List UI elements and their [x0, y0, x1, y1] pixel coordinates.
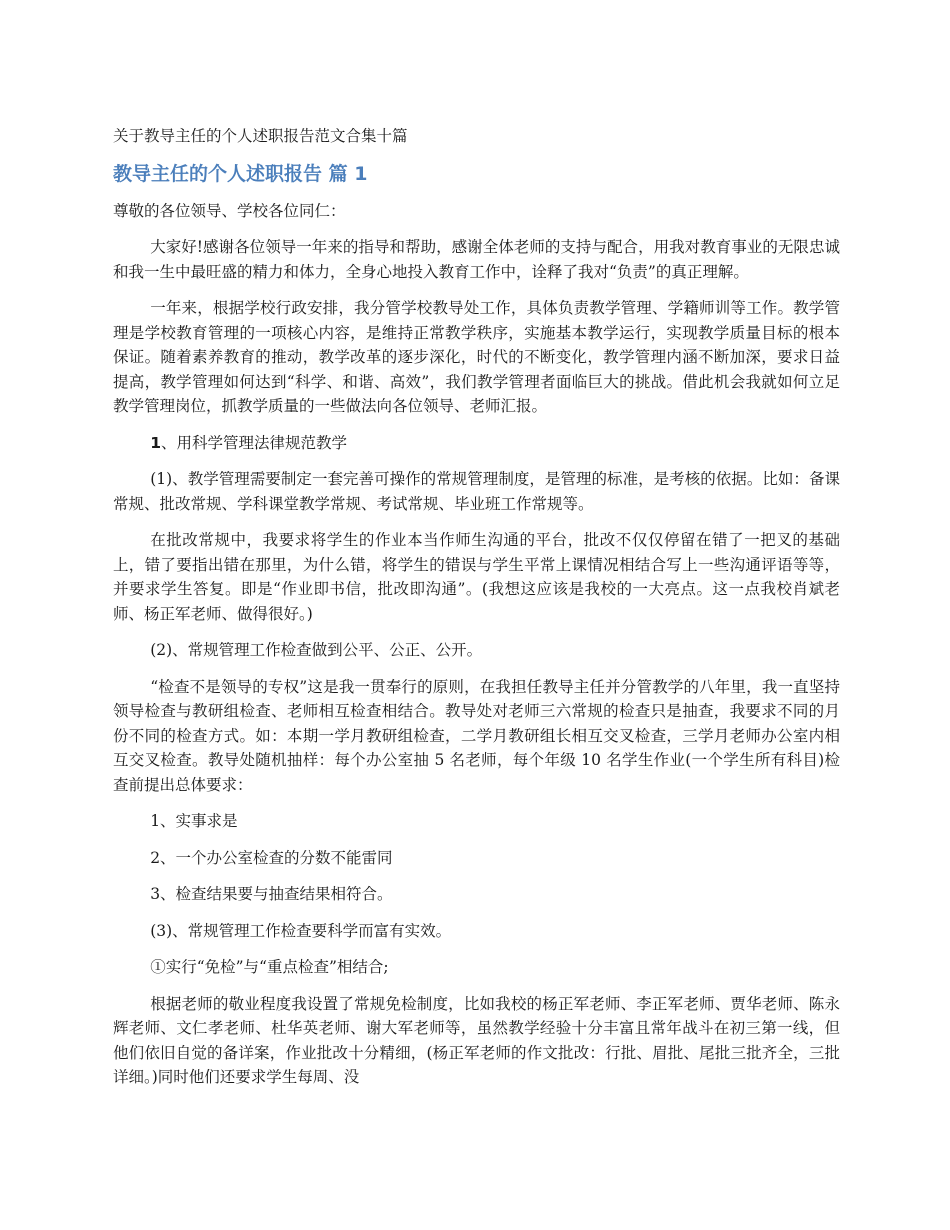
subheading-text: 、用科学管理法律规范教学	[160, 433, 347, 452]
section-heading: 教导主任的个人述职报告 篇 1	[113, 162, 368, 185]
subheading-1	[113, 431, 840, 456]
paragraph-regulation: (1)、教学管理需要制定一套完善可操作的常规管理制度，是管理的标准，是考核的依据。比如：备课常规、批改常规、学科课堂教学常规、考试常规、毕业班工作常规等。	[113, 470, 840, 513]
paragraph-inspection: “检查不是领导的专权”这是我一贯奉行的原则，在我担任教导主任并分管教学的八年里，我一直坚持领导检查与教研组检查、老师相互检查相结合。教导处对老师三六常规的检查只是抽查，我要求不同的月份不同的检查方式。如：本期一学月教研组检查，二学月教研组长相互交叉检查，三学月老师办公室内相互交叉检查。教导处随机抽样：每个办公室抽 5 名老师，每个年级 10 名学生作业(一个学生所有科目)检查前提出总体要求：	[113, 677, 840, 794]
salutation: 尊敬的各位领导、学校各位同仁：	[113, 201, 346, 220]
paragraph-exemption: ①实行“免检”与“重点检查”相结合;	[150, 958, 389, 976]
paragraph-intro: 大家好!感谢各位领导一年来的指导和帮助，感谢全体老师的支持与配合，用我对教育事业的无限忠诚和我一生中最旺盛的精力和体力，全身心地投入教育工作中，诠释了我对“负责”的真正理解。	[113, 238, 840, 281]
subheading-number: 1	[150, 433, 161, 452]
list-item-2: 2、一个办公室检查的分数不能雷同	[150, 848, 393, 867]
paragraph-teachers: 根据老师的敬业程度我设置了常规免检制度，比如我校的杨正军老师、李正军老师、贾华老师、陈永辉老师、文仁孝老师、杜华英老师、谢大军老师等，虽然教学经验十分丰富且常年战斗在初三第一线，但他们依旧自觉的备详案，作业批改十分精细，(杨正军老师的作文批改：行批、眉批、尾批三批齐全，三批详细。)同时他们还要求学生每周、没	[113, 994, 840, 1086]
paragraph-grading: 在批改常规中，我要求将学生的作业本当作师生沟通的平台，批改不仅仅停留在错了一把叉的基础上，错了要指出错在那里，为什么错，将学生的错误与学生平常上课情况相结合写上一些沟通评语等等，并要求学生答复。即是“作业即书信，批改即沟通”。(我想这应该是我校的一大亮点。这一点我校肖斌老师、杨正军老师、做得很好。)	[113, 531, 840, 623]
list-item-1: 1、实事求是	[150, 812, 238, 830]
paragraph-overview: 一年来，根据学校行政安排，我分管学校教导处工作，具体负责教学管理、学籍师训等工作。教学管理是学校教育管理的一项核心内容，是维持正常教学秩序，实施基本教学运行，实现教学质量目标的根本保证。随着素养教育的推动，教学改革的逐步深化，时代的不断变化，教学管理内涵不断加深，要求日益提高，教学管理如何达到“科学、和谐、高效”，我们教学管理者面临巨大的挑战。借此机会我就如何立足教学管理岗位，抓教学质量的一些做法向各位领导、老师汇报。	[113, 299, 840, 415]
paragraph-scientific: (3)、常规管理工作检查要科学而富有实效。	[150, 921, 452, 940]
paragraph-fairness: (2)、常规管理工作检查做到公平、公正、公开。	[150, 641, 483, 659]
document-body	[113, 124, 840, 1102]
list-item-3: 3、检查结果要与抽查结果相符合。	[150, 885, 393, 903]
document-title: 关于教导主任的个人述职报告范文合集十篇	[113, 127, 408, 145]
